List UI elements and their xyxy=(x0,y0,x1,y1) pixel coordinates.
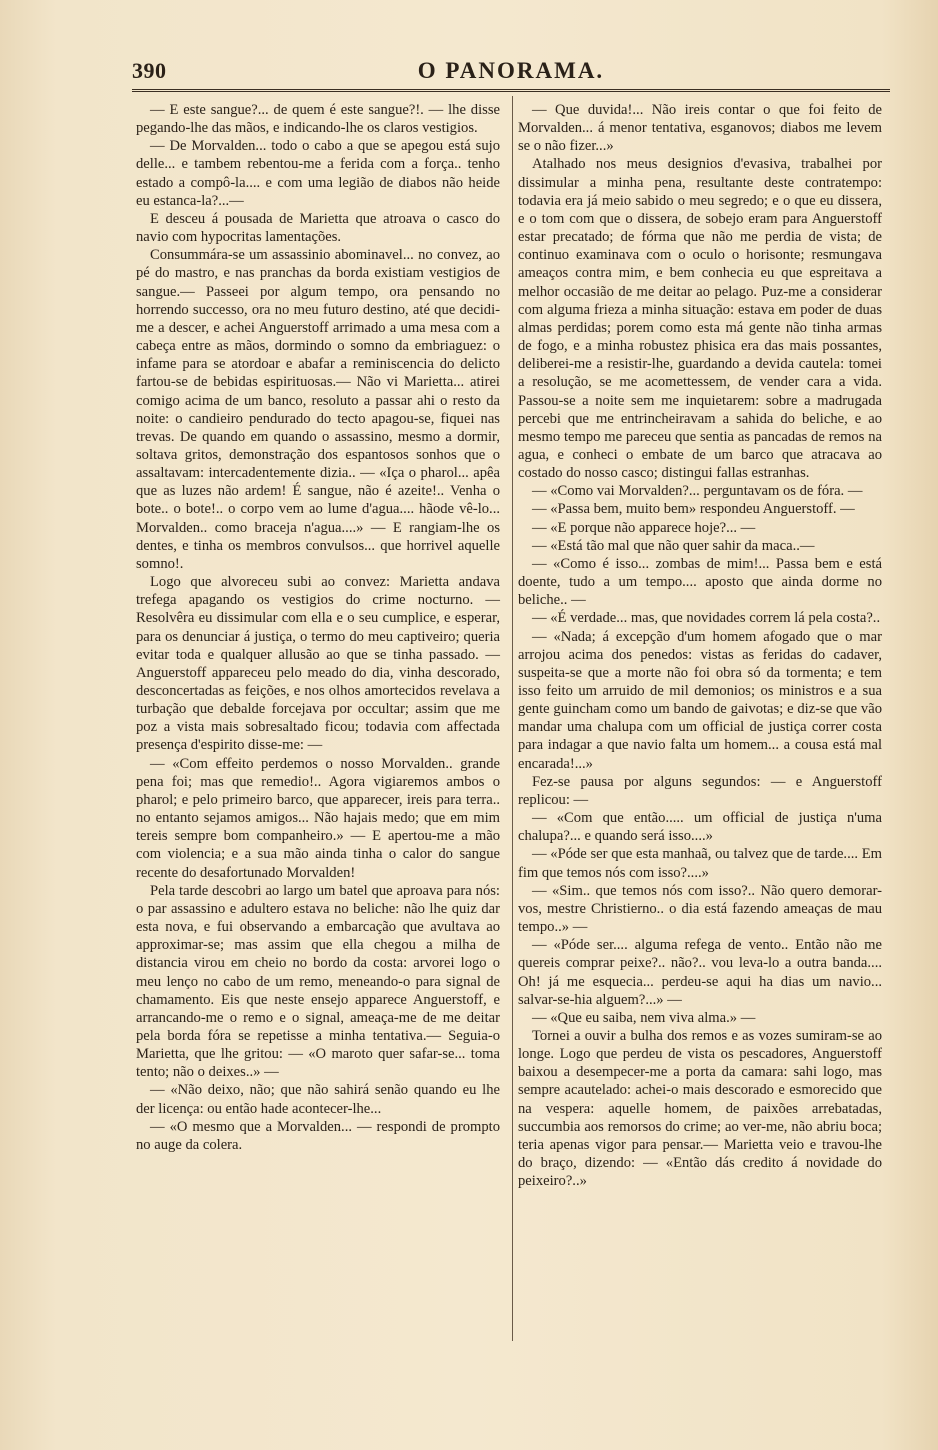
paragraph: — «Nada; á excepção d'um homem afogado que o mar arrojou acima dos penedos: vistas as feridas do cadaver, suspeita-se que a morte não foi obra só da tormenta; e tem isso feito um arruido de mil demonios; os ministros e a sua gente guincham como um bando de gaivotas; e diz-se que vão mandar uma chalupa com um official de justiça correr costa para indagar a que navio falta um homem... a cousa está mal encarada!...» xyxy=(518,628,882,772)
paragraph: — «Como é isso... zombas de mim!... Passa bem e está doente, tudo a um tempo.... aposto que ainda dorme no beliche.. — xyxy=(518,555,882,609)
paragraph: Fez-se pausa por alguns segundos: — e Anguerstoff replicou: — xyxy=(518,773,882,808)
paragraph: — «É verdade... mas, que novidades correm lá pela costa?.. xyxy=(532,610,881,627)
paragraph: E desceu á pousada de Marietta que atroava o casco do navio com hypocritas lamentações. xyxy=(136,210,500,246)
paragraph: — «Que eu saiba, nem viva alma.» — xyxy=(532,1009,756,1026)
journal-title: O PANORAMA. xyxy=(417,58,605,83)
left-column xyxy=(136,101,500,1154)
paragraph: — «Sim.. que temos nós com isso?.. Não quero demorar-vos, mestre Christierno.. o dia está fazendo ameaças de mau tempo..» — xyxy=(518,882,882,936)
page-number: 390 xyxy=(132,58,167,83)
paragraph: — «Não deixo, não; que não sahirá senão quando eu lhe der licença: ou então hade acontecer-lhe... xyxy=(136,1082,500,1117)
paragraph: — «Com que então..... um official de justiça n'uma chalupa?... e quando será isso....» xyxy=(518,810,882,845)
paragraph: — «O mesmo que a Morvalden... — respondi de prompto no auge da colera. xyxy=(136,1118,500,1153)
paragraph: — «Póde ser que esta manhaã, ou talvez que de tarde.... Em fim que temos nós com isso?....» xyxy=(518,846,882,881)
paragraph: — «Com effeito perdemos o nosso Morvalden.. grande pena foi; mas que remedio!.. Agora vigiaremos ambos o pharol; e pelo primeiro barco, que apparecer, ireis para terra.. no entanto sejamos amigos... Não hajais medo; que em mim tereis sempre bom companheiro.» — E apertou-me a mão com violencia; e a sua mão ainda tinha o calor do sangue recente do desafortunado Morvalden! xyxy=(136,755,500,881)
paragraph: Atalhado nos meus designios d'evasiva, trabalhei por dissimular a minha pena, resultante deste contratempo: todavia era já meio sabido o meu segredo; e o que eu dissera, e o tom com que o dissera, de sobejo eram para Anguerstoff estar precatado; de fórma que não me perdia de vista; de continuo examinava com o oculo o horisonte; resmungava ameaços contra mim, e bem conhecia eu que espreitava a melhor occasião de me deitar ao pelago. Puz-me a considerar com alguma frieza a minha situação: estava em poder de duas almas perdidas; porem como esta má gente não tinha armas de fogo, e a minha robustez phisica era das mais possantes, deliberei-me a resistir-lhe, guardando a devida cautela: tomei a resolução, se me acomettessem, de vender cara a vida. Passou-se a noite sem me inquietarem: sobre a madrugada percebi que me entrincheiravam a sahida do beliche, e ao mesmo tempo me pareceu que sentia as pancadas de remos na agua, e conheci o embate de um barco que atracava ao costado do nosso casco; distingui fallas estranhas. xyxy=(518,156,882,482)
header-rule xyxy=(132,89,890,92)
column-divider xyxy=(512,96,513,1341)
paragraph: — «Passa bem, muito bem» respondeu Anguerstoff. — xyxy=(532,501,855,518)
paragraph: — «Está tão mal que não quer sahir da maca..— xyxy=(532,537,815,554)
paragraph: — E este sangue?... de quem é este sangue?!. — lhe disse pegando-lhe das mãos, e indicando-lhe os claros vestigios. xyxy=(136,102,500,137)
paragraph: Logo que alvoreceu subi ao convez: Marietta andava trefega apagando os vestigios do crime nocturno. — Resolvêra eu dissimular com ella e o seu cumplice, e esperar, para os denunciar á justiça, o termo do meu captiveiro; queria evitar toda e qualquer allusão ao que se tinha passado. — Anguerstoff appareceu pelo meado do dia, vinha descorado, desconcertadas as feições, e nos olhos amortecidos revelava a turbação que debalde forcejava por occultar; assim que me poz a vista mais sobresaltado ficou; todavia com affectada presença d'espirito disse-me: — xyxy=(136,574,500,754)
paragraph: — «E porque não apparece hoje?... — xyxy=(532,519,756,536)
paragraph: Tornei a ouvir a bulha dos remos e as vozes sumiram-se ao longe. Logo que perdeu de vista os pescadores, Anguerstoff baixou a desempecer-me a porta da camara: sahi logo, mas sempre acautelado: achei-o mais descorado e esmorecido que na vespera: aquelle homem, de paixões arrebatadas, succumbia aos remorsos do crime; ao ver-me, não abriu boca; teria apenas vigor para pensar.— Marietta veio e travou-lhe do braço, dizendo: — «Então dás credito á novidade do peixeiro?..» xyxy=(518,1027,882,1190)
right-column xyxy=(518,101,882,1190)
paragraph: — Que duvida!... Não ireis contar o que foi feito de Morvalden... á menor tentativa, esganovos; diabos me levem se o não fizer...» xyxy=(518,102,882,155)
page-header xyxy=(132,58,890,84)
paragraph: Consummára-se um assassinio abominavel... no convez, ao pé do mastro, e nas pranchas da borda existiam vestigios de sangue.— Passeei por algum tempo, ora pensando no horrendo successo, ora no meu futuro destino, até que decidi-me a descer, e achei Anguerstoff arrimado a uma mesa com a cabeça entre as mãos, dormindo o somno da embriaguez: o infame para se atordoar e abafar a reminiscencia do delicto fartou-se de bebidas espirituosas.— Não vi Marietta... atirei comigo acima de um banco, resoluto a passar ahi o resto da noite: o candieiro pendurado do tecto apagou-se, fiquei nas trevas. De quando em quando o assassino, mesmo a dormir, soltava gritos, demonstração dos espantosos sonhos que o assaltavam: intercadentemente dizia.. — «Iça o pharol... apêa que as luzes não ardem! É sangue, não é azeite!.. Venha o bote.. o bote!.. o corpo vem ao lume d'agua.... hãode vê-lo... Morvalden.. como braceja n'agua....» — E rangiam-lhe os dentes, e tinha os membros convulsos... que horrivel aquelle somno!. xyxy=(136,247,500,572)
paragraph: — De Morvalden... todo o cabo a que se apegou está sujo delle... e tambem rebentou-me a ferida com a força.. tenho estado a compô-la.... e com uma legião de diabos não heide eu estanca-la?...— xyxy=(136,138,500,209)
paragraph: — «Póde ser.... alguma refega de vento.. Então não me quereis comprar peixe?.. não?.. vou leva-lo a outra banda.... Oh! já me esquecia... perdeu-se aqui ha dias um navio... salvar-se-hia alguem?...» — xyxy=(518,937,882,1008)
paragraph: — «Como vai Morvalden?... perguntavam os de fóra. — xyxy=(532,483,863,500)
paragraph: Pela tarde descobri ao largo um batel que aproava para nós: o par assassino e adultero estava no beliche: não lhe quiz dar esta nova, e fui observando a embarcação que avultava ao approximar-se; mas assim que ella chegou a milha de distancia virou em cheio no bordo da costa: arvorei logo o meu lenço no cabo de um remo, meneando-o para signal de chamamento. Eis que neste ensejo apparece Anguerstoff, e arrancando-me o remo e o signal, ameaça-me de me deitar pela borda fóra se repetisse a minha tentativa.— Seguia-o Marietta, que lhe gritou: — «O maroto quer safar-se... toma tento; não o deixes..» — xyxy=(136,882,500,1081)
